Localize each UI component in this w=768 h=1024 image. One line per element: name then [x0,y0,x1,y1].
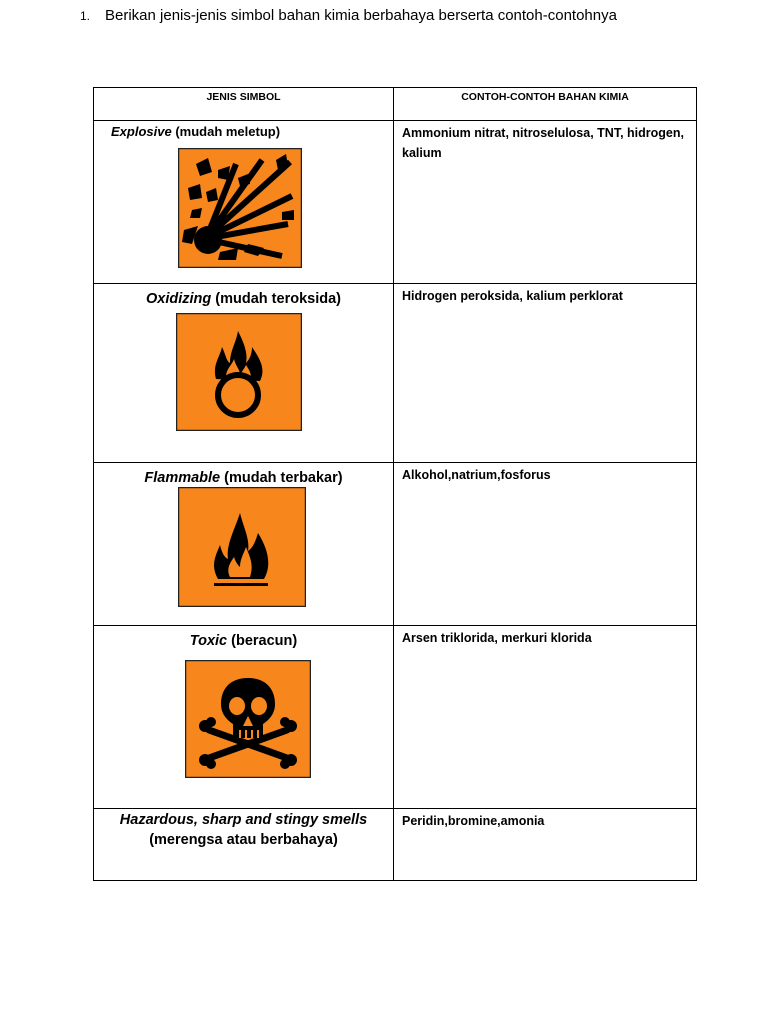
examples-text: Peridin,bromine,amonia [402,814,545,828]
table-row [94,121,697,284]
symbol-cell [94,463,394,626]
symbol-term: Toxic [189,633,228,649]
examples-text: Ammonium nitrat, nitroselulosa, TNT, hidrogen, kalium [402,126,684,160]
table-row [94,463,697,626]
flammable-icon [178,487,306,607]
symbol-term: Explosive [111,124,172,139]
symbol-cell [94,121,394,284]
examples-text: Arsen triklorida, merkuri klorida [402,631,592,645]
symbol-desc: (beracun) [227,633,298,649]
header-symbol-type: JENIS SIMBOL [94,88,394,121]
toxic-icon [185,660,311,778]
question-line [80,6,617,26]
symbol-desc: (mudah teroksida) [211,291,341,307]
examples-cell [394,626,697,809]
examples-cell [394,121,697,284]
symbol-term: Oxidizing [146,291,212,307]
hazard-symbol-table [93,87,697,881]
examples-cell [394,284,697,463]
symbol-cell [94,284,394,463]
symbol-title [94,626,393,651]
oxidizing-icon [176,313,302,431]
table-header-row [94,88,697,121]
symbol-desc: (mudah meletup) [171,124,281,139]
symbol-title [94,121,393,142]
symbol-cell [94,626,394,809]
question-number: 1. [80,9,91,23]
examples-text: Hidrogen peroksida, kalium perklorat [402,289,623,303]
examples-text: Alkohol,natrium,fosforus [402,468,551,482]
symbol-title [94,463,393,488]
table-row [94,284,697,463]
symbol-cell [94,809,394,881]
table-row [94,809,697,881]
symbol-desc: (mudah terbakar) [220,470,343,486]
symbol-title [94,284,393,309]
question-text: Berikan jenis-jenis simbol bahan kimia berbahaya berserta contoh-contohnya [105,7,617,24]
header-chemical-examples: CONTOH-CONTOH BAHAN KIMIA [394,88,697,121]
explosive-icon [178,148,302,268]
examples-cell [394,463,697,626]
symbol-term: Flammable [144,470,221,486]
symbol-desc: (merengsa atau berbahaya) [149,832,338,848]
examples-cell [394,809,697,881]
symbol-term: Hazardous, sharp and stingy smells [119,812,368,828]
table-row [94,626,697,809]
symbol-title [94,809,393,830]
